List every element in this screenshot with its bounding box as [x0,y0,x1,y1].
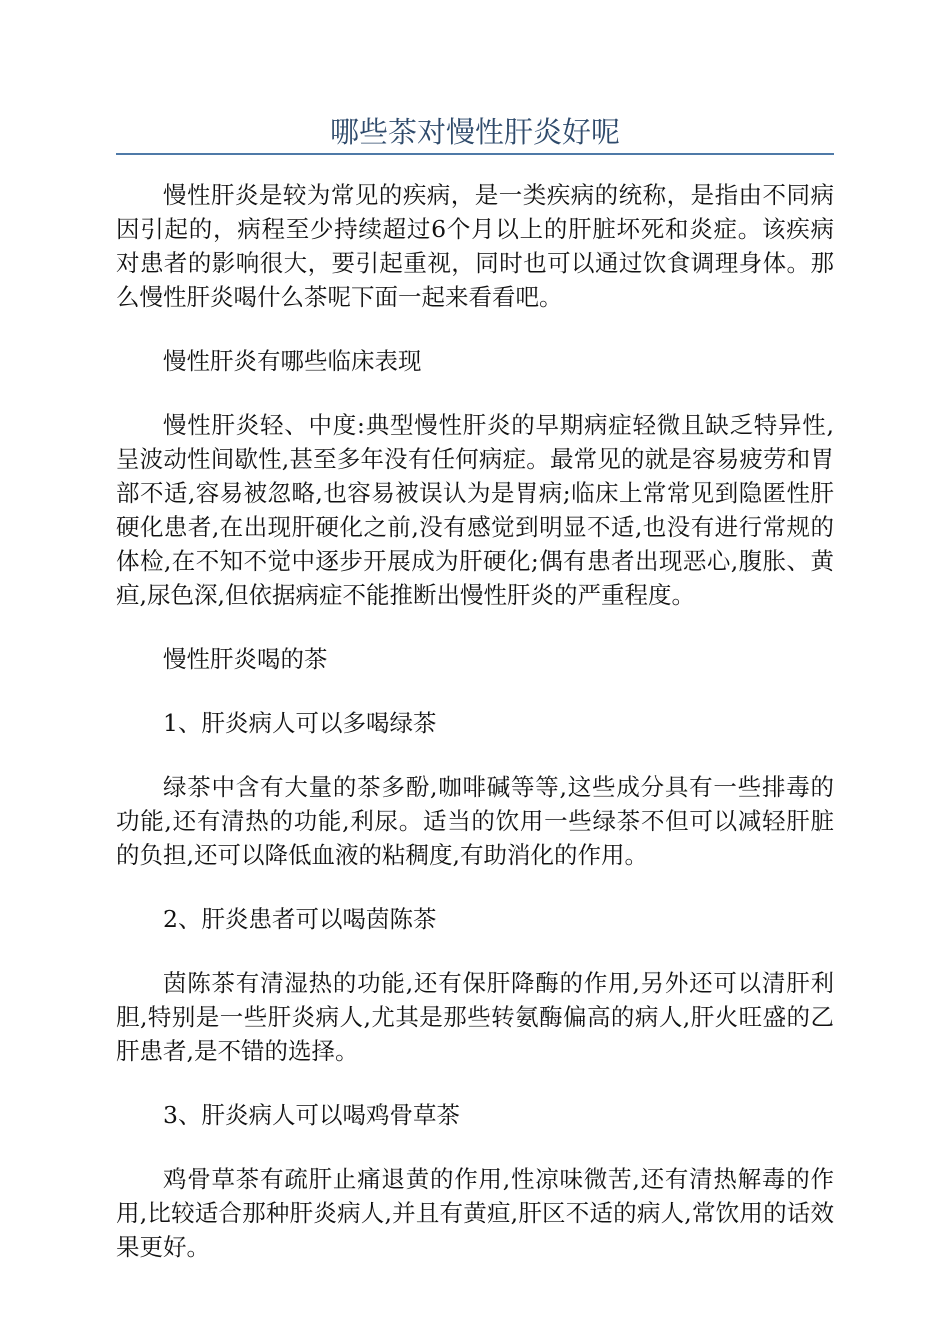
item-paragraph: 茵陈茶有清湿热的功能,还有保肝降酶的作用,另外还可以清肝利胆,特别是一些肝炎病人,尤其是那些转氨酶偏高的病人,肝火旺盛的乙肝患者,是不错的选择。 [116,969,834,1065]
title-underline [116,153,834,155]
item-heading: 2、肝炎患者可以喝茵陈茶 [163,905,437,933]
item-heading: 1、肝炎病人可以多喝绿茶 [163,709,437,737]
document-title: 哪些茶对慢性肝炎好呢 [329,115,620,149]
symptoms-paragraph: 慢性肝炎轻、中度:典型慢性肝炎的早期病症轻微且缺乏特异性,呈波动性间歇性,甚至多年没有任何病症。最常见的就是容易疲劳和胃部不适,容易被忽略,也容易被误认为是胃病;临床上常常见到隐匿性肝硬化患者,在出现肝硬化之前,没有感觉到明显不适,也没有进行常规的体检,在不知不觉中逐步开展成为肝硬化;偶有患者出现恶心,腹胀、黄疸,尿色深,但依据病症不能推断出慢性肝炎的严重程度。 [116,411,834,609]
item-paragraph: 绿茶中含有大量的茶多酚,咖啡碱等等,这些成分具有一些排毒的功能,还有清热的功能,利尿。适当的饮用一些绿茶不但可以减轻肝脏的负担,还可以降低血液的粘稠度,有助消化的作用。 [116,773,834,869]
intro-paragraph: 慢性肝炎是较为常见的疾病，是一类疾病的统称，是指由不同病因引起的，病程至少持续超过6个月以上的肝脏坏死和炎症。该疾病对患者的影响很大，要引起重视，同时也可以通过饮食调理身体。那么慢性肝炎喝什么茶呢下面一起来看看吧。 [116,181,834,311]
section-heading: 慢性肝炎有哪些临床表现 [163,347,422,375]
item-paragraph: 鸡骨草茶有疏肝止痛退黄的作用,性凉味微苦,还有清热解毒的作用,比较适合那种肝炎病人,并且有黄疸,肝区不适的病人,常饮用的话效果更好。 [116,1165,834,1261]
section-heading: 慢性肝炎喝的茶 [163,645,328,673]
item-heading: 3、肝炎病人可以喝鸡骨草茶 [163,1101,460,1129]
document-body [116,178,834,1294]
